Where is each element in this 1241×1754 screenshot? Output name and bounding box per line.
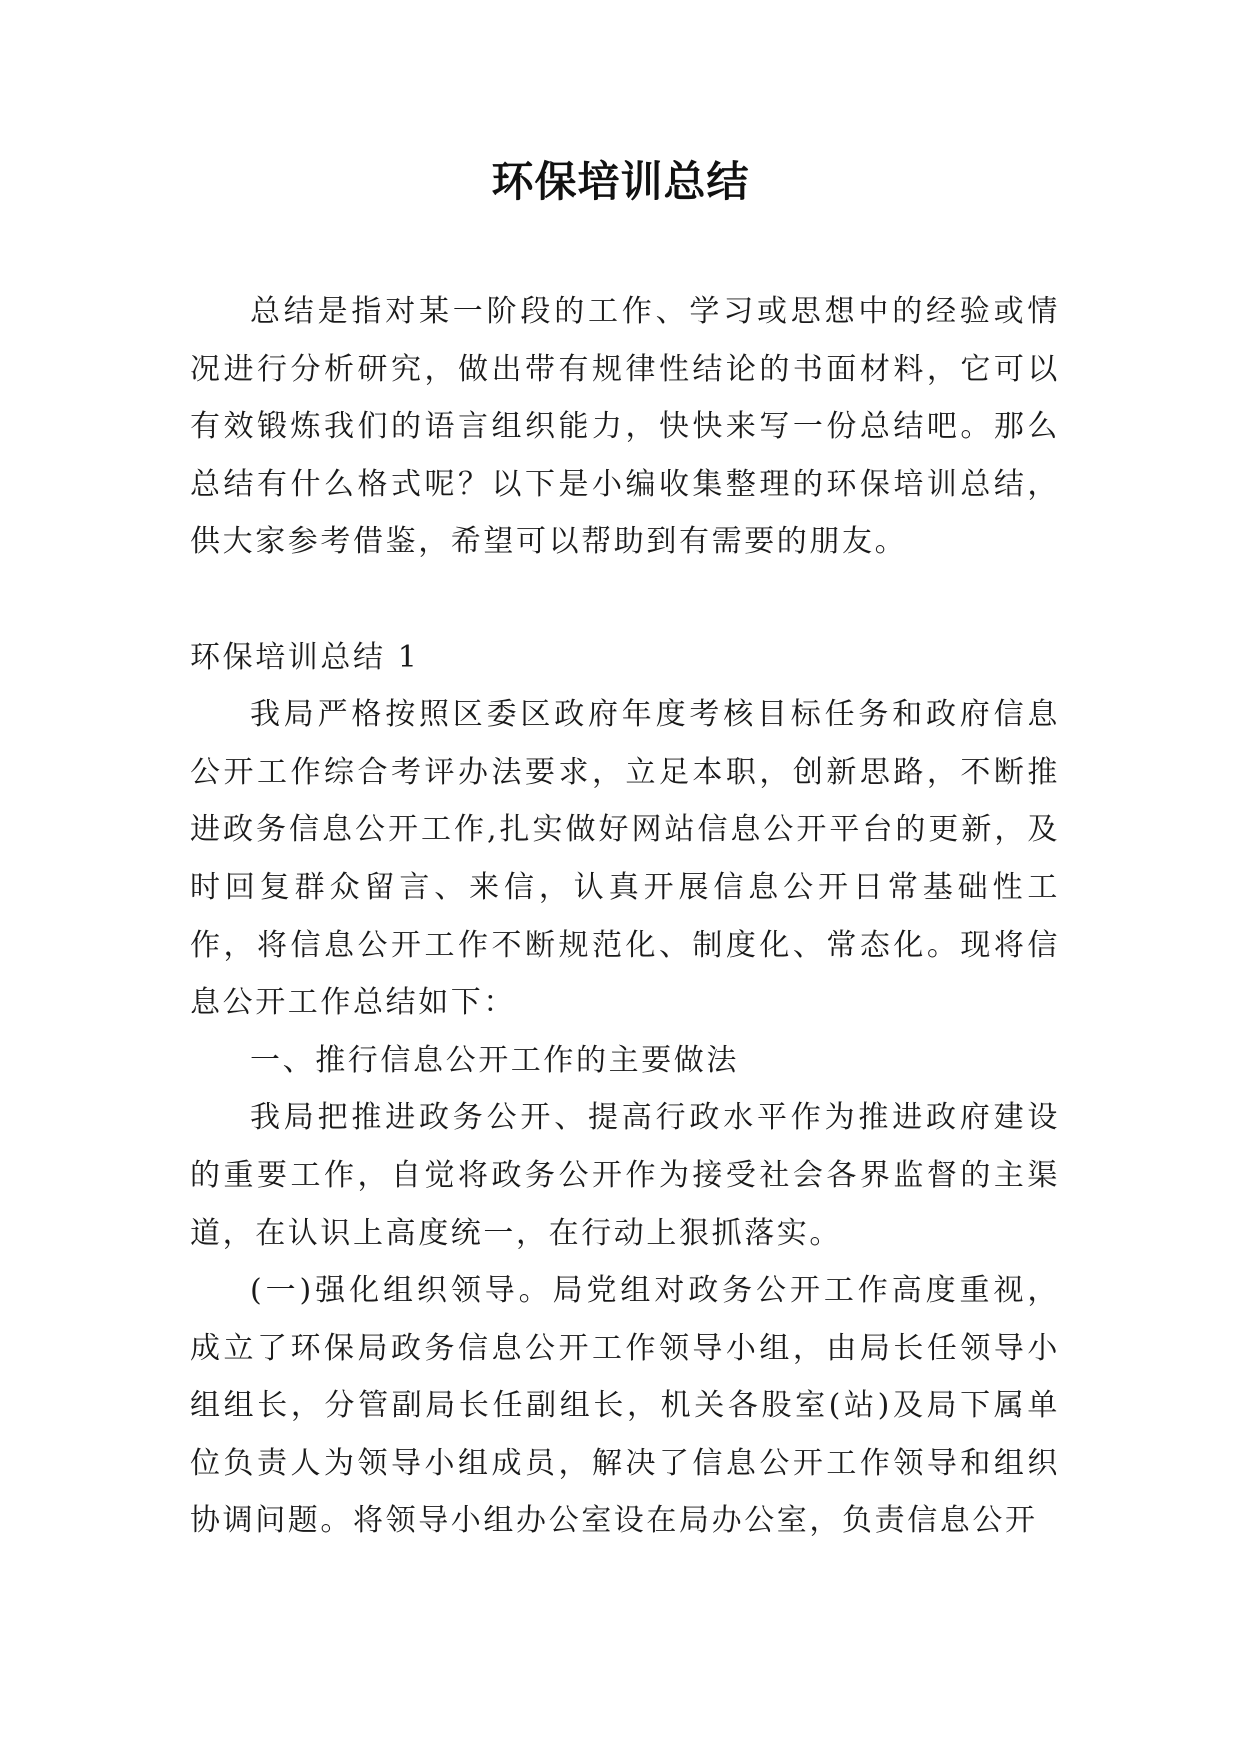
intro-paragraph: 总结是指对某一阶段的工作、学习或思想中的经验或情况进行分析研究，做出带有规律性结论的书面材料，它可以有效锻炼我们的语言组织能力，快快来写一份总结吧。那么总结有什么格式呢？以下是小编收集整理的环保培训总结，供大家参考借鉴，希望可以帮助到有需要的朋友。 (190, 294, 1060, 560)
section-heading: 环保培训总结 1 (190, 639, 420, 675)
body-paragraph: 我局把推进政务公开、提高行政水平作为推进政府建设的重要工作，自觉将政务公开作为接受社会各界监督的主渠道，在认识上高度统一，在行动上狠抓落实。 (190, 1100, 1060, 1251)
body-paragraph: 我局严格按照区委区政府年度考核目标任务和政府信息公开工作综合考评办法要求，立足本职，创新思路，不断推进政务信息公开工作,扎实做好网站信息公开平台的更新，及时回复群众留言、来信，认真开展信息公开日常基础性工作，将信息公开工作不断规范化、制度化、常态化。现将信息公开工作总结如下： (190, 697, 1060, 1021)
body-paragraph: (一)强化组织领导。局党组对政务公开工作高度重视，成立了环保局政务信息公开工作领导小组，由局长任领导小组组长，分管副局长任副组长，机关各股室(站)及局下属单位负责人为领导小组成员，解决了信息公开工作领导和组织协调问题。将领导小组办公室设在局办公室，负责信息公开 (190, 1273, 1060, 1539)
document-body (190, 283, 1060, 1550)
subsection-heading: 一、推行信息公开工作的主要做法 (250, 1042, 739, 1078)
document-title: 环保培训总结 (491, 157, 750, 206)
section-spacer (190, 571, 1060, 629)
